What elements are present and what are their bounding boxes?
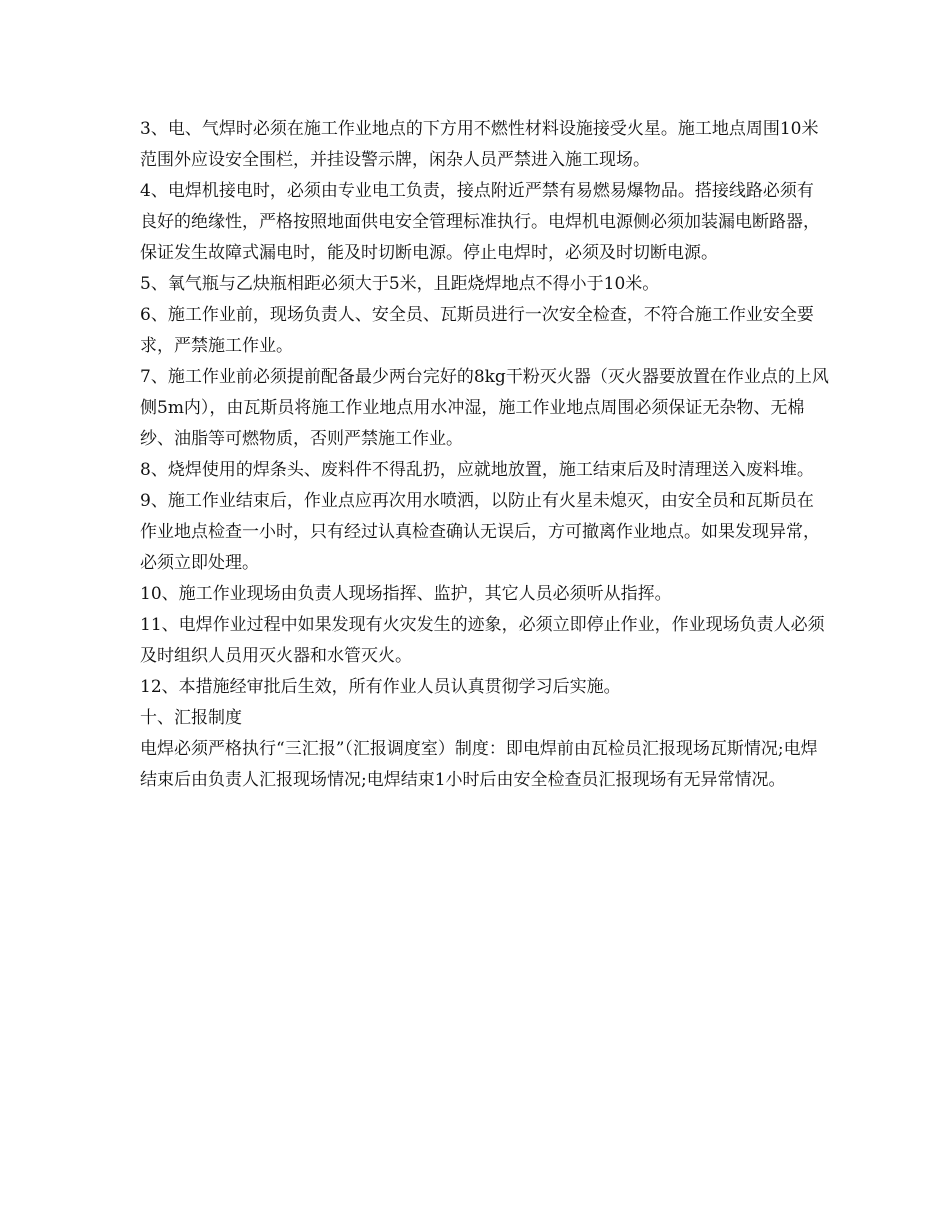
list-item-7: 7、施工作业前必须提前配备最少两台完好的8kg干粉灭火器（灭火器要放置在作业点的上风侧5m内），由瓦斯员将施工作业地点用水冲湿，施工作业地点周围必须保证无杂物、无棉纱、油脂等可燃物质，否则严禁施工作业。 (140, 367, 829, 449)
section-body: 电焊必须严格执行“三汇报”（汇报调度室）制度：即电焊前由瓦检员汇报现场瓦斯情况;电焊结束后由负责人汇报现场情况;电焊结束1小时后由安全检查员汇报现场有无异常情况。 (140, 739, 818, 790)
list-item-3: 3、电、气焊时必须在施工作业地点的下方用不燃性材料设施接受火星。施工地点周围10米范围外应设安全围栏，并挂设警示牌，闲杂人员严禁进入施工现场。 (140, 119, 819, 170)
list-item-12: 12、本措施经审批后生效，所有作业人员认真贯彻学习后实施。 (140, 677, 621, 697)
list-item-11: 11、电焊作业过程中如果发现有火灾发生的迹象，必须立即停止作业，作业现场负责人必须及时组织人员用灭火器和水管灭火。 (140, 615, 825, 666)
document-body (140, 114, 830, 796)
list-item-6: 6、施工作业前，现场负责人、安全员、瓦斯员进行一次安全检查，不符合施工作业安全要求，严禁施工作业。 (140, 305, 814, 356)
list-item-10: 10、施工作业现场由负责人现场指挥、监护，其它人员必须听从指挥。 (140, 584, 672, 604)
section-heading: 十、汇报制度 (140, 708, 242, 728)
list-item-5: 5、氧气瓶与乙炔瓶相距必须大于5米，且距烧焊地点不得小于10米。 (140, 274, 660, 294)
list-item-4: 4、电焊机接电时，必须由专业电工负责，接点附近严禁有易燃易爆物品。搭接线路必须有良好的绝缘性，严格按照地面供电安全管理标准执行。电焊机电源侧必须加装漏电断路器，保证发生故障式漏电时，能及时切断电源。停止电焊时，必须及时切断电源。 (140, 181, 820, 263)
list-item-8: 8、烧焊使用的焊条头、废料件不得乱扔，应就地放置，施工结束后及时清理送入废料堆。 (140, 460, 814, 480)
list-item-9: 9、施工作业结束后，作业点应再次用水喷洒，以防止有火星未熄灭，由安全员和瓦斯员在作业地点检查一小时，只有经过认真检查确认无误后，方可撤离作业地点。如果发现异常，必须立即处理。 (140, 491, 820, 573)
